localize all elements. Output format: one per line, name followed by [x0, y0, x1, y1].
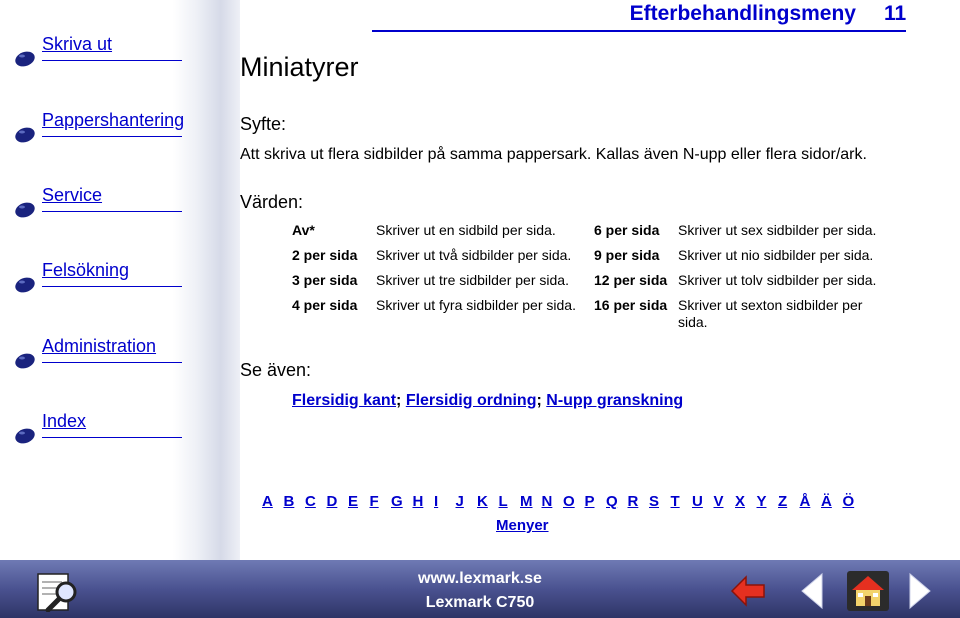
- value-description: Skriver ut en sidbild per sida.: [376, 222, 556, 238]
- bullet-icon: [14, 126, 36, 144]
- value-description: Skriver ut tre sidbilder per sida.: [376, 272, 569, 288]
- alphabet-letter-link[interactable]: Ö: [842, 493, 855, 510]
- value-key: Av*: [292, 222, 315, 238]
- alphabet-letter-link[interactable]: E: [348, 493, 359, 510]
- value-key: 16 per sida: [594, 297, 668, 313]
- value-key: 9 per sida: [594, 247, 660, 263]
- sidebar-item-label[interactable]: Felsökning: [42, 260, 130, 280]
- value-key: 12 per sida: [594, 272, 668, 288]
- sidebar-item-label[interactable]: Skriva ut: [42, 34, 113, 54]
- alphabet-letter-link[interactable]: T: [670, 493, 680, 510]
- separator: ;: [536, 392, 547, 409]
- value-description: Skriver ut sex sidbilder per sida.: [678, 222, 877, 238]
- separator: ;: [396, 392, 406, 409]
- value-description: Skriver ut fyra sidbilder per sida.: [376, 297, 576, 313]
- bullet-icon: [14, 427, 36, 445]
- divider: [42, 211, 182, 212]
- sidebar-item-felsokning[interactable]: [0, 254, 200, 294]
- divider: [42, 437, 182, 438]
- alphabet-letter-link[interactable]: J: [455, 493, 464, 510]
- sidebar-item-label[interactable]: Administration: [42, 336, 157, 356]
- bullet-icon: [14, 201, 36, 219]
- divider: [42, 362, 182, 363]
- alphabet-letter-link[interactable]: D: [326, 493, 338, 510]
- alphabet-letter-link[interactable]: G: [391, 493, 403, 510]
- alphabet-letter-link[interactable]: Ä: [821, 493, 832, 510]
- see-also-heading: Se även:: [240, 360, 312, 380]
- value-key: 4 per sida: [292, 297, 358, 313]
- bullet-icon: [14, 50, 36, 68]
- alphabet-letter-link[interactable]: Z: [778, 493, 788, 510]
- sidebar-item-label[interactable]: Pappershantering: [42, 110, 185, 130]
- alphabet-letter-link[interactable]: O: [563, 493, 575, 510]
- sidebar-item-label[interactable]: Index: [42, 411, 87, 431]
- divider: [42, 60, 182, 61]
- alphabet-letter-link[interactable]: B: [283, 493, 295, 510]
- alphabet-letter-link[interactable]: X: [735, 493, 746, 510]
- page-number: 11: [884, 2, 907, 25]
- sidebar-item-index[interactable]: [0, 405, 200, 445]
- menus-link[interactable]: Menyer: [496, 517, 549, 534]
- alphabet-letter-link[interactable]: A: [262, 493, 273, 510]
- value-description: Skriver ut nio sidbilder per sida.: [678, 247, 874, 263]
- alphabet-letter-link[interactable]: S: [649, 493, 660, 510]
- alphabet-letter-link[interactable]: I: [434, 493, 439, 510]
- value-key: 6 per sida: [594, 222, 660, 238]
- sidebar-item-label[interactable]: Service: [42, 185, 103, 205]
- alphabet-letter-link[interactable]: K: [477, 493, 488, 510]
- alphabet-letter-link[interactable]: M: [520, 493, 533, 510]
- alphabet-letter-link[interactable]: R: [627, 493, 639, 510]
- alphabet-letter-link[interactable]: Å: [799, 493, 811, 510]
- alphabet-letter-link[interactable]: Q: [606, 493, 618, 510]
- alphabet-letter-link[interactable]: F: [369, 493, 379, 510]
- alphabet-letter-link[interactable]: C: [305, 493, 316, 510]
- bullet-icon: [14, 276, 36, 294]
- alphabet-letter-link[interactable]: L: [498, 493, 508, 510]
- sidebar-navigation: [0, 0, 240, 560]
- value-description: Skriver ut två sidbilder per sida.: [376, 247, 572, 263]
- see-also-link-n-upp-granskning[interactable]: N-upp granskning: [546, 392, 684, 409]
- divider: [42, 286, 182, 287]
- see-also-link-flersidig-ordning[interactable]: Flersidig ordning: [405, 392, 537, 409]
- page-title: Miniatyrer: [240, 52, 359, 82]
- alphabet-letter-link[interactable]: U: [692, 493, 703, 510]
- sidebar-item-skriva-ut[interactable]: [0, 28, 200, 68]
- values-heading: Värden:: [240, 192, 304, 212]
- header-divider: [372, 30, 906, 32]
- purpose-text: Att skriva ut flera sidbilder på samma pappersark. Kallas även N-upp eller flera sidor/ark.: [240, 146, 867, 163]
- header-title: Efterbehandlingsmeny: [629, 2, 856, 25]
- see-also-links: [292, 392, 683, 410]
- value-key: 3 per sida: [292, 272, 358, 288]
- alphabet-letter-link[interactable]: H: [412, 493, 424, 510]
- value-description: Skriver ut sexton sidbilder per sida.: [678, 297, 863, 330]
- alphabet-letter-link[interactable]: P: [584, 493, 595, 510]
- divider: [42, 136, 182, 137]
- sidebar-item-pappershantering[interactable]: [0, 104, 200, 144]
- alphabet-letter-link[interactable]: V: [713, 493, 724, 510]
- sidebar-item-administration[interactable]: [0, 330, 200, 370]
- sidebar-item-service[interactable]: [0, 179, 200, 219]
- bullet-icon: [14, 352, 36, 370]
- footer-bar: [0, 560, 960, 618]
- value-key: 2 per sida: [292, 247, 358, 263]
- purpose-heading: Syfte:: [240, 114, 287, 134]
- alphabet-letter-link[interactable]: Y: [756, 493, 767, 510]
- value-description: Skriver ut tolv sidbilder per sida.: [678, 272, 877, 288]
- footer-product: Lexmark C750: [425, 594, 535, 611]
- alphabet-letter-link[interactable]: N: [541, 493, 553, 510]
- footer-url[interactable]: www.lexmark.se: [418, 570, 542, 587]
- see-also-link-flersidig-kant[interactable]: Flersidig kant: [292, 392, 397, 409]
